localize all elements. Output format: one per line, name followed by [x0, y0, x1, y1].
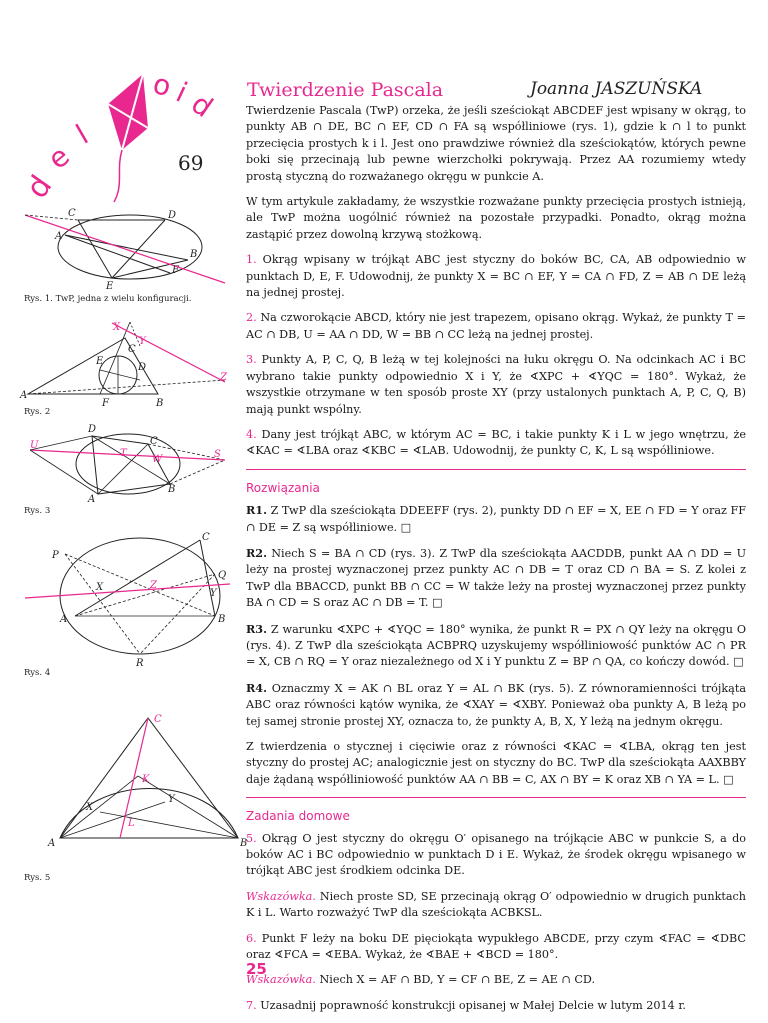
point-label: B	[218, 614, 226, 625]
solution-4-continued: Z twierdzenia o stycznej i cięciwie oraz z równości ∢KAC = ∢LBA, okrąg ten jest styczny do prostej AC; analogicznie jest on styczny do BC. TwP dla sześciokąta AAXBBY daje żądaną współliniowość punktów AA ∩ BB = C, AX ∩ BY = K oraz XB ∩ YA = L. □	[246, 740, 746, 786]
problem-2: 2. Na czworokącie ABCD, który nie jest trapezem, opisano okrąg. Wykaż, że punkty T = AC ∩ DB, U = AA ∩ DD, W = BB ∩ CC leżą na jednej prostej.	[246, 311, 746, 341]
figure-3-caption: Rys. 3	[24, 506, 51, 516]
figure-4	[20, 532, 235, 669]
solution-1: R1. Z TwP dla sześciokąta DDEEFF (rys. 2), punkty DD ∩ EF = X, EE ∩ FD = Y oraz FF ∩ DE = Z są współliniowe. □	[246, 503, 747, 534]
point-label: A	[88, 494, 96, 505]
logo-letter: o	[149, 66, 175, 104]
homework-6: 6. Punkt F leży na boku DE pięciokąta wypukłego ABCDE, przy czym ∢FAC = ∢DBC oraz ∢FCA = ∢EBA. Wykaż, że ∢BAE + ∢BCD = 180°.	[246, 931, 746, 962]
point-label: C	[68, 208, 76, 219]
deltoid-logo	[20, 62, 240, 212]
point-label: C	[128, 344, 136, 355]
solution-2: R2. Niech S = BA ∩ CD (rys. 3). Z TwP dla sześciokąta AACDDB, punkt AA ∩ DD = U leży na prostej wyznaczonej przez punkty AC ∩ DB = T oraz CD ∩ BA = S. Z kolei z TwP dla BBACCD, punkt BB ∩ CC = W także leży na prostej wyznaczonej przez punkty BA ∩ CD = S oraz AC ∩ DB = T. □	[246, 545, 746, 610]
section-divider	[246, 797, 746, 798]
homework-6-hint: Wskazówka. Niech X = AF ∩ BD, Y = CF ∩ BE, Z = AE ∩ CD.	[246, 973, 596, 987]
solution-4: R4. Oznaczmy X = AK ∩ BL oraz Y = AL ∩ BK (rys. 5). Z równoramienności trójkąta ABC oraz równości kątów wynika, że ∢XAY = ∢XBY. Ponieważ oba punkty A, B leżą po tej samej stronie prostej XY, oznacza to, że punkty A, B, X, Y leżą na jednym okręgu.	[246, 680, 747, 728]
logo-letter: d	[185, 86, 219, 125]
point-label: B	[156, 398, 164, 409]
point-label: T	[120, 448, 127, 459]
point-label: C	[150, 436, 158, 447]
intro-paragraph: W tym artykule zakładamy, że wszystkie rozważane punkty przecięcia prostych istnieją, ale TwP można uogólnić również na pozostałe przypadki. Ponadto, okrąg można zastąpić przez dowolną krzywą stożkową.	[246, 195, 746, 241]
point-label: B	[190, 249, 198, 260]
point-label: A	[20, 390, 28, 401]
point-label: C	[154, 714, 162, 725]
point-label: R	[136, 658, 144, 669]
point-label: X	[96, 582, 104, 593]
figure-1	[20, 205, 235, 290]
point-label: A	[55, 231, 63, 242]
point-label: U	[30, 440, 39, 451]
point-label: F	[102, 398, 109, 409]
point-label: E	[96, 356, 104, 367]
homework-5: 5. Okrąg O jest styczny do okręgu O′ opisanego na trójkącie ABC w punkcie S, a do boków AC i BC odpowiednio w punktach D i E. Wykaż, że środek okręgu wpisanego w trójkąt ABC jest środkiem odcinka DE.	[246, 831, 746, 878]
figure-3	[20, 424, 235, 505]
homework-heading: Zadania domowe	[246, 809, 350, 824]
kite-tail	[114, 150, 122, 202]
point-label: X	[86, 802, 94, 813]
point-label: Z	[220, 372, 227, 383]
figure-5-caption: Rys. 5	[24, 873, 51, 883]
problem-1: 1. Okrąg wpisany w trójkąt ABC jest styczny do boków BC, CA, AB odpowiednio w punktach D, E, F. Udowodnij, że punkty X = BC ∩ EF, Y = CA ∩ FD, Z = AB ∩ DE leżą na jednej prostej.	[246, 253, 747, 300]
figure-5	[20, 712, 248, 849]
section-divider	[246, 469, 746, 470]
problem-4: 4. Dany jest trójkąt ABC, w którym AC = BC, i takie punkty K i L w jego wnętrzu, że ∢KAC = ∢LBA oraz ∢KBC = ∢LAB. Udowodnij, że punkty C, K, L są współliniowe.	[246, 427, 746, 458]
point-label: D	[168, 210, 177, 221]
figure-1-caption: Rys. 1. TwP, jedna z wielu konfiguracji.	[24, 294, 192, 304]
point-label: B	[240, 838, 248, 849]
point-label: S	[214, 449, 221, 460]
point-label: K	[142, 774, 150, 785]
logo-letter: e	[41, 139, 76, 176]
point-label: P	[52, 550, 59, 561]
point-label: E	[106, 281, 114, 292]
figure-4-caption: Rys. 4	[24, 668, 51, 678]
homework-7: 7. Uzasadnij poprawność konstrukcji opisanej w Małej Delcie w lutym 2014 r.	[246, 998, 686, 1012]
point-label: Y	[139, 336, 146, 347]
point-label: Y	[210, 588, 217, 599]
intro-paragraph: Twierdzenie Pascala (TwP) orzeka, że jeśli sześciokąt ABCDEF jest wpisany w okrąg, to punkty AB ∩ DE, BC ∩ EF, CD ∩ FA są współliniowe (rys. 1), gdzie k ∩ l to punkt przecięcia prostych k i l. Jest ono prawdziwe również dla sześciokątów, których pewne boki się przecinają lub pewne wierzchołki pokrywają. Przez AA rozumiemy wtedy prostą styczną do rozważanego okręgu w punkcie A.	[246, 104, 746, 183]
issue-number: 69	[178, 151, 204, 175]
point-label: B	[168, 484, 176, 495]
page-number: 25	[246, 960, 267, 978]
point-label: Y	[168, 794, 175, 805]
kite-shape	[108, 74, 148, 150]
problem-3: 3. Punkty A, P, C, Q, B leżą w tej kolejności na łuku okręgu O. Na odcinkach AC i BC wybrano takie punkty odpowiednio X i Y, że ∢XPC + ∢YQC = 180°. Wykaż, że wszystkie otrzymane w ten sposób proste XY (przy ustalonych punktach A, P, C, Q, B) mają punkt wspólny.	[246, 353, 746, 416]
figure-2-caption: Rys. 2	[24, 407, 51, 417]
point-label: D	[88, 424, 97, 435]
solutions-heading: Rozwiązania	[246, 480, 320, 495]
point-label: W	[152, 454, 163, 465]
point-label: Z	[150, 580, 157, 591]
article-title: Twierdzenie Pascala	[247, 79, 444, 101]
homework-5-hint: Wskazówka. Niech proste SD, SE przecinają okrąg O′ odpowiednio w drugich punktach K i L. Warto rozważyć TwP dla sześciokąta ACBKSL.	[246, 889, 746, 920]
solution-3: R3. Z warunku ∢XPC + ∢YQC = 180° wynika, że punkt R = PX ∩ QY leży na okręgu O (rys. 4). Z TwP dla sześciokąta ACBPRQ uzyskujemy współliniowość punktów AC ∩ PR = X, CB ∩ RQ = Y oraz niezależnego od X i Y punktu Z = BP ∩ QA, co kończy dowód. □	[246, 621, 746, 669]
logo-letter: l	[70, 118, 94, 151]
point-label: D	[138, 362, 147, 373]
point-label: L	[128, 818, 135, 829]
figure-2	[20, 318, 235, 409]
point-label: Q	[218, 570, 227, 581]
point-label: A	[48, 838, 56, 849]
point-label: F	[172, 265, 179, 276]
point-label: A	[60, 614, 68, 625]
point-label: C	[202, 532, 210, 543]
point-label: X	[113, 322, 121, 333]
logo-letter: d	[19, 169, 60, 205]
logo-letter: i	[171, 75, 193, 110]
article-author: Joanna JASZUŃSKA	[530, 79, 703, 99]
main-column	[246, 103, 746, 1023]
